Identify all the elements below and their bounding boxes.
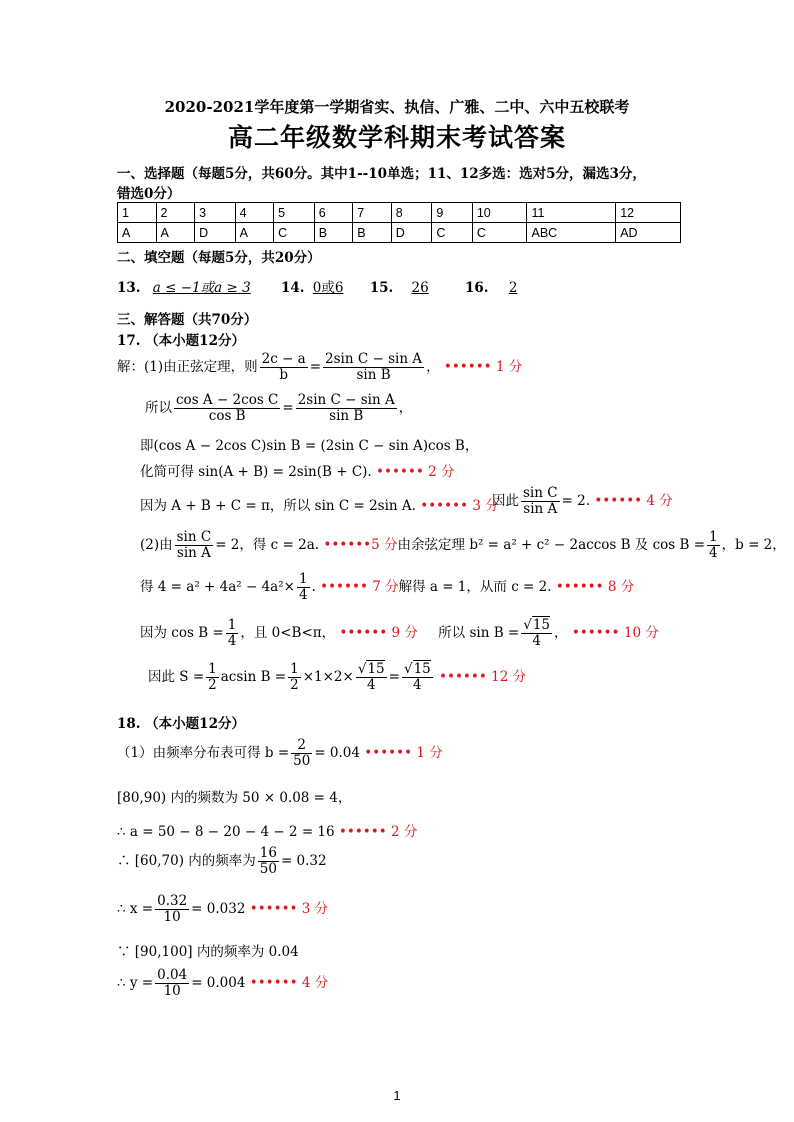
q17-line8	[140, 618, 659, 649]
fraction	[521, 618, 552, 649]
radicand: 15	[367, 661, 385, 677]
text: =	[309, 359, 322, 375]
text: ，	[554, 625, 568, 641]
numerator: √15	[403, 661, 431, 677]
numerator: 0.32	[157, 893, 188, 909]
text: 因此	[492, 493, 519, 509]
section3-heading: 三、解答题（共70分）	[117, 312, 258, 328]
text: = 2，得 c = 2a.	[215, 537, 320, 553]
numerator: √15	[357, 661, 385, 677]
score-mark: ••••••5 分	[323, 537, 398, 553]
page-title: 高二年级数学科期末考试答案	[227, 123, 566, 152]
q17-line6	[140, 530, 786, 561]
text: = 0.04	[314, 745, 360, 761]
table-cell: 2	[156, 203, 195, 223]
fraction	[356, 662, 387, 693]
table-cell: ABC	[527, 223, 616, 243]
text: 因此 S =	[148, 669, 205, 685]
numerator: 2sin C − sin A	[297, 392, 395, 408]
denominator: sin A	[523, 501, 558, 517]
fraction	[174, 393, 280, 424]
table-cell: C	[274, 223, 315, 243]
q18-line3	[117, 820, 417, 840]
denominator: 4	[366, 677, 376, 693]
text: ∴ [60,70) 内的频率为	[117, 853, 256, 869]
numerator: 1	[709, 529, 718, 545]
text: ∴ a = 50 − 8 − 20 − 4 − 2 = 16	[117, 824, 335, 840]
score-mark: •••••• 3 分	[249, 901, 329, 917]
q17-line7	[140, 572, 634, 603]
fraction	[206, 662, 219, 693]
q14-answer: 0或6	[312, 280, 344, 296]
text: = 0.32	[280, 853, 327, 869]
denominator: 4	[532, 633, 541, 649]
numerator: 0.04	[157, 967, 188, 983]
fraction	[323, 352, 424, 383]
q13-answer: a ≤ −1或a ≥ 3	[152, 280, 251, 296]
fraction	[402, 662, 433, 693]
text: ，b = 2，	[721, 537, 786, 553]
fraction	[296, 393, 397, 424]
numerator: 16	[259, 845, 277, 861]
table-cell: 7	[353, 203, 392, 223]
text: ，	[426, 359, 440, 375]
q18-line6: ∵ [90,100] 内的频率为 0.04	[117, 944, 299, 960]
score-mark: •••••• 2 分	[376, 464, 455, 480]
score-mark: •••••• 3 分	[420, 498, 499, 514]
text: =	[388, 669, 400, 685]
denominator: 4	[709, 545, 718, 561]
fraction	[226, 618, 239, 649]
text: 得 4 = a² + 4a² − 4a²×	[140, 579, 295, 595]
denominator: 4	[413, 677, 422, 693]
denominator: sin A	[176, 545, 211, 561]
table-cell: AD	[616, 223, 681, 243]
score-mark: •••••• 12 分	[439, 669, 527, 685]
table-cell: A	[156, 223, 195, 243]
denominator: 2	[290, 677, 299, 693]
q17-line5b	[492, 486, 673, 517]
choice-answer-table	[117, 202, 681, 243]
text: 化简可得 sin(A + B) = 2sin(B + C).	[140, 464, 372, 480]
denominator: 10	[163, 983, 181, 999]
text: (2)由	[140, 537, 173, 553]
denominator: 4	[298, 587, 308, 603]
fill-answers-row	[117, 276, 527, 296]
q18-line7	[117, 968, 328, 999]
text: 解：(1)由正弦定理，则	[117, 359, 258, 375]
text: ∴ y =	[117, 975, 154, 991]
table-cell: C	[472, 223, 527, 243]
numerator: 2	[291, 738, 312, 754]
score-mark: •••••• 2 分	[338, 824, 418, 840]
fraction	[258, 846, 279, 877]
text: ×1×2×	[302, 669, 354, 685]
q18-line1	[117, 738, 443, 769]
numerator: 1	[298, 571, 308, 587]
text: 因为 cos B =	[140, 625, 224, 641]
table-cell: A	[118, 223, 157, 243]
section2-heading: 二、填空题（每题5分，共20分）	[117, 250, 321, 266]
q17-line3: 即(cos A − 2cos C)sin B = (2sin C − sin A)cos B，	[140, 438, 479, 454]
score-mark: •••••• 7 分	[320, 579, 399, 595]
score-mark: •••••• 8 分	[555, 579, 635, 595]
table-cell: 4	[235, 203, 274, 223]
table-cell: 6	[314, 203, 353, 223]
score-mark: •••••• 10 分	[571, 625, 659, 641]
q16-answer: 2	[508, 280, 518, 296]
q13-number: 13.	[117, 280, 141, 296]
text: 所以	[145, 400, 172, 416]
score-mark: •••••• 1 分	[443, 359, 523, 375]
numerator: 1	[227, 617, 237, 633]
table-cell: 5	[274, 203, 315, 223]
numerator: 2sin C − sin A	[325, 351, 423, 367]
denominator: 4	[227, 633, 237, 649]
score-mark: •••••• 4 分	[249, 975, 329, 991]
section1-heading-cont: 错选0分）	[117, 186, 181, 202]
denominator: cos B	[208, 408, 246, 424]
denominator: sin B	[356, 367, 391, 383]
text: = 0.004	[191, 975, 246, 991]
section1-heading: 一、选择题（每题5分，共60分。其中1--10单选；11、12多选：选对5分，漏选3分，	[117, 166, 646, 182]
text: acsin B =	[220, 669, 287, 685]
q18-line2: [80,90) 内的频数为 50 × 0.08 = 4，	[117, 790, 352, 806]
page-number: 1	[393, 1088, 401, 1103]
table-cell: 3	[195, 203, 236, 223]
text: ∴ x =	[117, 901, 154, 917]
table-cell: 9	[432, 203, 473, 223]
q17-line4	[140, 460, 454, 480]
denominator: 2	[208, 677, 217, 693]
q15-number: 15.	[369, 280, 394, 296]
q17-line1	[117, 352, 522, 383]
table-cell: C	[432, 223, 473, 243]
q17-line2	[145, 393, 412, 424]
fraction	[175, 530, 214, 561]
numerator: cos A − 2cos C	[176, 392, 279, 408]
text: ，	[398, 400, 413, 416]
fraction	[155, 968, 189, 999]
table-cell: D	[391, 223, 432, 243]
text: = 2.	[561, 493, 591, 509]
q15-answer: 26	[411, 280, 429, 296]
text: 因为 A + B + C = π，所以 sin C = 2sin A.	[140, 498, 416, 514]
numerator: 1	[208, 661, 217, 677]
q17-line5	[140, 494, 499, 514]
q18-line4	[117, 846, 327, 877]
fraction	[288, 662, 301, 693]
text: ，且 0<B<π，	[240, 625, 336, 641]
denominator: sin B	[329, 408, 364, 424]
radicand: 15	[413, 661, 431, 677]
table-row-numbers	[118, 203, 681, 223]
numerator: 1	[290, 661, 299, 677]
score-mark: •••••• 1 分	[364, 745, 443, 761]
denominator: 50	[293, 753, 311, 769]
table-cell: D	[195, 223, 236, 243]
score-mark: •••••• 9 分	[339, 625, 418, 641]
fraction	[155, 894, 189, 925]
text: （1）由频率分布表可得 b =	[117, 745, 290, 761]
q18-line5	[117, 894, 328, 925]
table-cell: B	[314, 223, 353, 243]
numerator: sin C	[523, 485, 558, 501]
denominator: 10	[163, 909, 181, 925]
table-cell: 10	[472, 203, 527, 223]
table-cell: 12	[616, 203, 681, 223]
q18-heading: 18. （本小题12分）	[117, 716, 245, 732]
numerator: 2c − a	[261, 351, 306, 367]
table-cell: 11	[527, 203, 616, 223]
q17-line9	[148, 662, 526, 693]
table-cell: B	[353, 223, 392, 243]
table-cell: A	[235, 223, 274, 243]
exam-subtitle: 2020-2021学年度第一学期省实、执信、广雅、二中、六中五校联考	[164, 98, 630, 116]
fraction	[707, 530, 720, 561]
fraction	[260, 352, 308, 383]
text: 解得 a = 1，从而 c = 2.	[398, 579, 552, 595]
score-mark: •••••• 4 分	[594, 493, 673, 509]
fraction	[291, 738, 312, 769]
text: .	[311, 579, 316, 595]
table-row-answers	[118, 223, 681, 243]
q14-number: 14.	[280, 280, 305, 296]
radicand: 15	[532, 617, 551, 633]
table-cell: 1	[118, 203, 157, 223]
fraction	[521, 486, 560, 517]
fraction	[297, 572, 310, 603]
q17-heading: 17. （本小题12分）	[117, 333, 245, 349]
denominator: 50	[259, 861, 277, 877]
denominator: b	[279, 367, 288, 383]
numerator: sin C	[176, 529, 212, 545]
q16-number: 16.	[465, 280, 489, 296]
text: 所以 sin B =	[438, 625, 520, 641]
table-cell: 8	[391, 203, 432, 223]
text: 由余弦定理 b² = a² + c² − 2accos B 及 cos B =	[397, 537, 706, 553]
text: = 0.032	[191, 901, 246, 917]
numerator: √15	[523, 617, 551, 633]
text: =	[282, 400, 294, 416]
